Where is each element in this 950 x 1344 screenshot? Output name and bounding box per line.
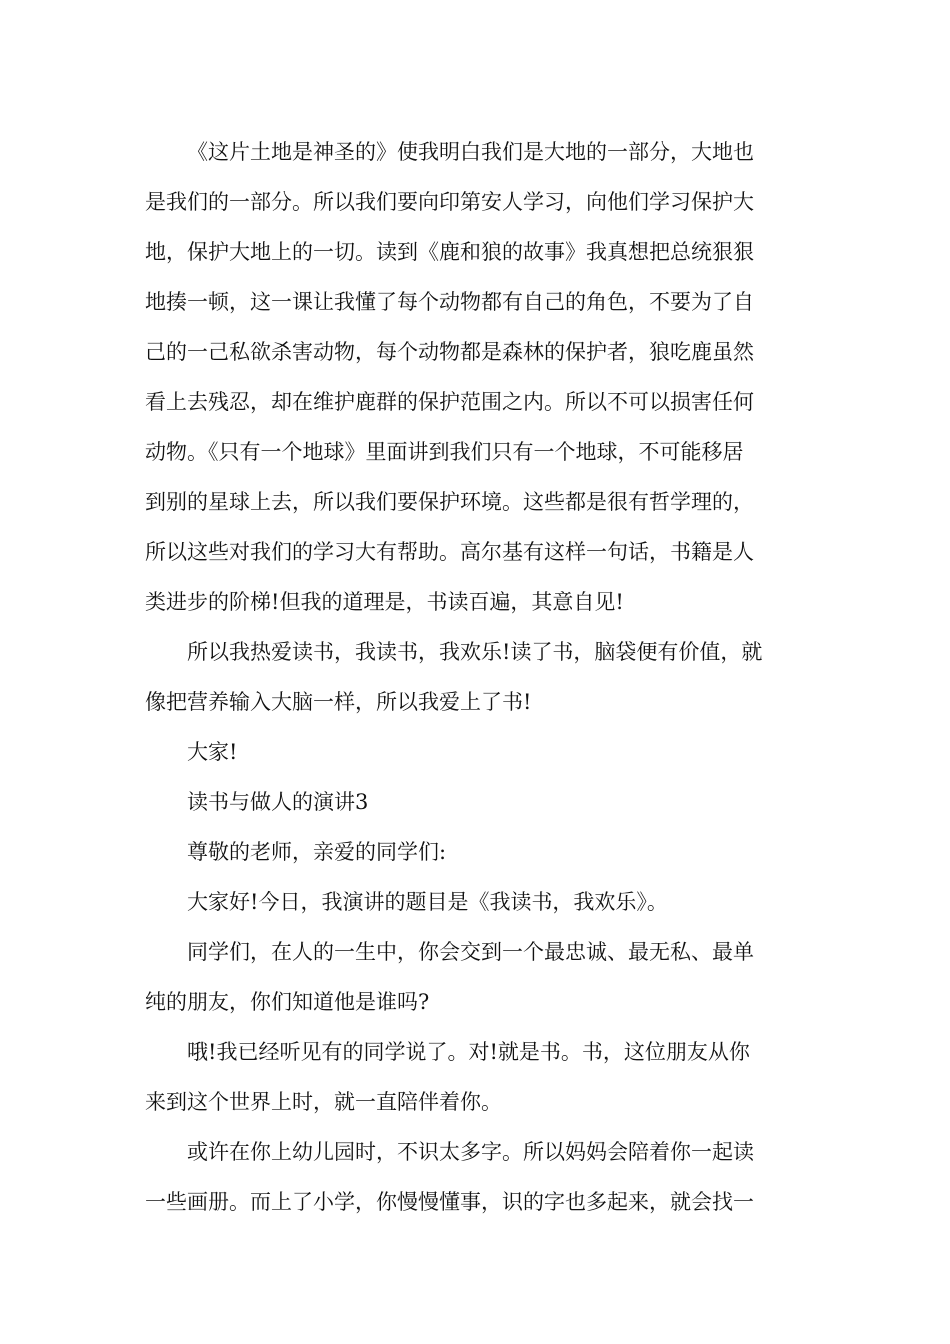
paragraph-line: 《这片土地是神圣的》使我明白我们是大地的一部分，大地也: [187, 140, 754, 164]
paragraph-line: 地，保护大地上的一切。读到《鹿和狼的故事》我真想把总统狠狠: [145, 240, 754, 264]
paragraph-line: 所以这些对我们的学习大有帮助。高尔基有这样一句话，书籍是人: [145, 540, 754, 564]
paragraph-line: 动物。《只有一个地球》里面讲到我们只有一个地球，不可能移居: [145, 440, 744, 464]
paragraph-line: 大家!: [187, 740, 238, 764]
paragraph-line: 一些画册。而上了小学，你慢慢懂事，识的字也多起来，就会找一: [145, 1190, 754, 1214]
paragraph-line: 同学们，在人的一生中，你会交到一个最忠诚、最无私、最单: [187, 940, 754, 964]
paragraph-line: 像把营养输入大脑一样，所以我爱上了书!: [145, 690, 532, 714]
paragraph-line: 是我们的一部分。所以我们要向印第安人学习，向他们学习保护大: [145, 190, 754, 214]
paragraph-line: 哦!我已经听见有的同学说了。对!就是书。书，这位朋友从你: [187, 1040, 750, 1064]
paragraph-line: 纯的朋友，你们知道他是谁吗?: [145, 990, 430, 1014]
paragraph-line: 大家好!今日，我演讲的题目是《我读书，我欢乐》。: [187, 890, 668, 914]
paragraph-line: 来到这个世界上时，就一直陪伴着你。: [145, 1090, 502, 1114]
paragraph-line: 到别的星球上去，所以我们要保护环境。这些都是很有哲学理的，: [145, 490, 754, 514]
paragraph-line: 看上去残忍，却在维护鹿群的保护范围之内。所以不可以损害任何: [145, 390, 754, 414]
paragraph-line: 所以我热爱读书，我读书，我欢乐!读了书，脑袋便有价值，就: [187, 640, 763, 664]
paragraph-line: 己的一己私欲杀害动物，每个动物都是森林的保护者，狼吃鹿虽然: [145, 340, 754, 364]
salutation-line: 尊敬的老师，亲爱的同学们:: [187, 840, 447, 864]
paragraph-line: 类进步的阶梯!但我的道理是，书读百遍，其意自见!: [145, 590, 624, 614]
document-body: [145, 127, 815, 1227]
section-heading: 读书与做人的演讲3: [187, 790, 369, 814]
paragraph-line: 或许在你上幼儿园时，不识太多字。所以妈妈会陪着你一起读: [187, 1140, 754, 1164]
paragraph-line: 地揍一顿，这一课让我懂了每个动物都有自己的角色，不要为了自: [145, 290, 754, 314]
